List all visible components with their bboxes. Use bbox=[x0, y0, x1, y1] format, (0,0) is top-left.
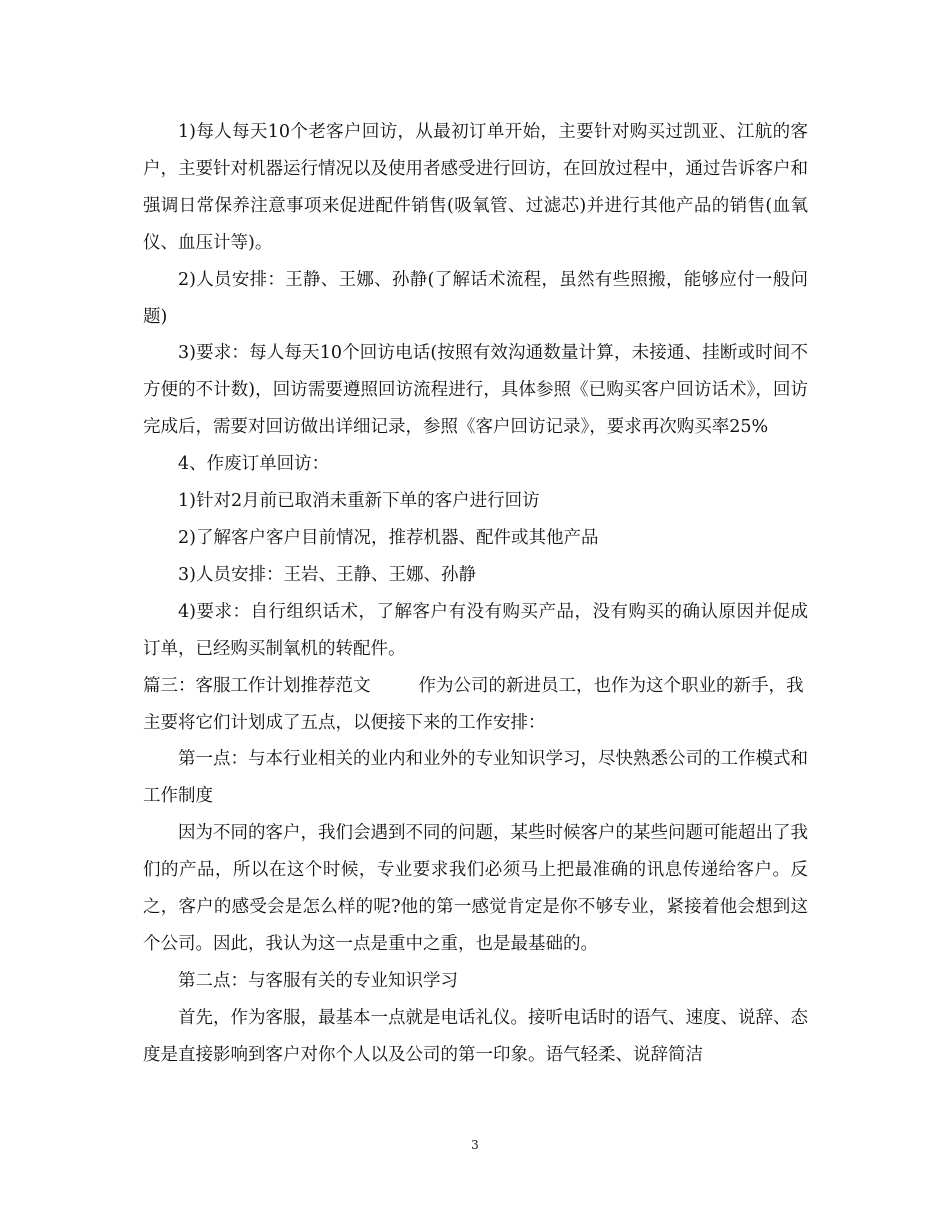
paragraph-void-order-2: 2)了解客户客户目前情况，推荐机器、配件或其他产品 bbox=[178, 527, 599, 548]
document-body bbox=[143, 114, 808, 1074]
paragraph-point-one: 第一点：与本行业相关的业内和业外的专业知识学习，尽快熟悉公司的工作模式和工作制度 bbox=[143, 749, 808, 807]
paragraph-staff-arrangement-1: 2)人员安排：王静、王娜、孙静(了解话术流程，虽然有些照搬，能够应付一般问题) bbox=[143, 269, 808, 327]
paragraph-requirements-1: 3)要求：每人每天10个回访电话(按照有效沟通数量计算，未接通、挂断或时间不方便的不计数)，回访需要遵照回访流程进行，具体参照《已购买客户回访话术》，回访完成后，需要对回访做出详细记录，参照《客户回访记录》，要求再次购买率25% bbox=[143, 343, 808, 438]
paragraph-void-order-heading: 4、作废订单回访： bbox=[178, 454, 330, 475]
section-intro-text: 作为公司的新进员工，也作为这个职业的新手，我主要将它们计划成了五点，以便接下来的工作安排： bbox=[143, 675, 804, 733]
paragraph-point-two: 第二点：与客服有关的专业知识学习 bbox=[178, 970, 458, 991]
paragraph-point-two-detail: 首先，作为客服，最基本一点就是电话礼仪。接听电话时的语气、速度、说辞、态度是直接影响到客户对你个人以及公司的第一印象。语气轻柔、说辞简洁 bbox=[143, 1007, 808, 1065]
paragraph-point-one-detail: 因为不同的客户，我们会遇到不同的问题，某些时候客户的某些问题可能超出了我们的产品，所以在这个时候，专业要求我们必须马上把最准确的讯息传递给客户。反之，客户的感受会是怎么样的呢?他的第一感觉肯定是你不够专业，紧接着他会想到这个公司。因此，我认为这一点是重中之重，也是最基础的。 bbox=[143, 823, 808, 954]
section-paragraph bbox=[143, 668, 808, 742]
paragraph-return-visit-1: 1)每人每天10个老客户回访，从最初订单开始，主要针对购买过凯亚、江航的客户，主要针对机器运行情况以及使用者感受进行回访，在回放过程中，通过告诉客户和强调日常保养注意事项来促进配件销售(吸氧管、过滤芯)并进行其他产品的销售(血氧仪、血压计等)。 bbox=[143, 122, 808, 253]
page-number: 3 bbox=[471, 1138, 479, 1152]
paragraph-void-order-3: 3)人员安排：王岩、王静、王娜、孙静 bbox=[178, 564, 476, 585]
paragraph-void-order-4: 4)要求：自行组织话术，了解客户有没有购买产品，没有购买的确认原因并促成订单，已经购买制氧机的转配件。 bbox=[143, 601, 808, 659]
paragraph-void-order-1: 1)针对2月前已取消未重新下单的客户进行回访 bbox=[178, 491, 540, 512]
section-title: 篇三：客服工作计划推荐范文 bbox=[143, 675, 371, 696]
